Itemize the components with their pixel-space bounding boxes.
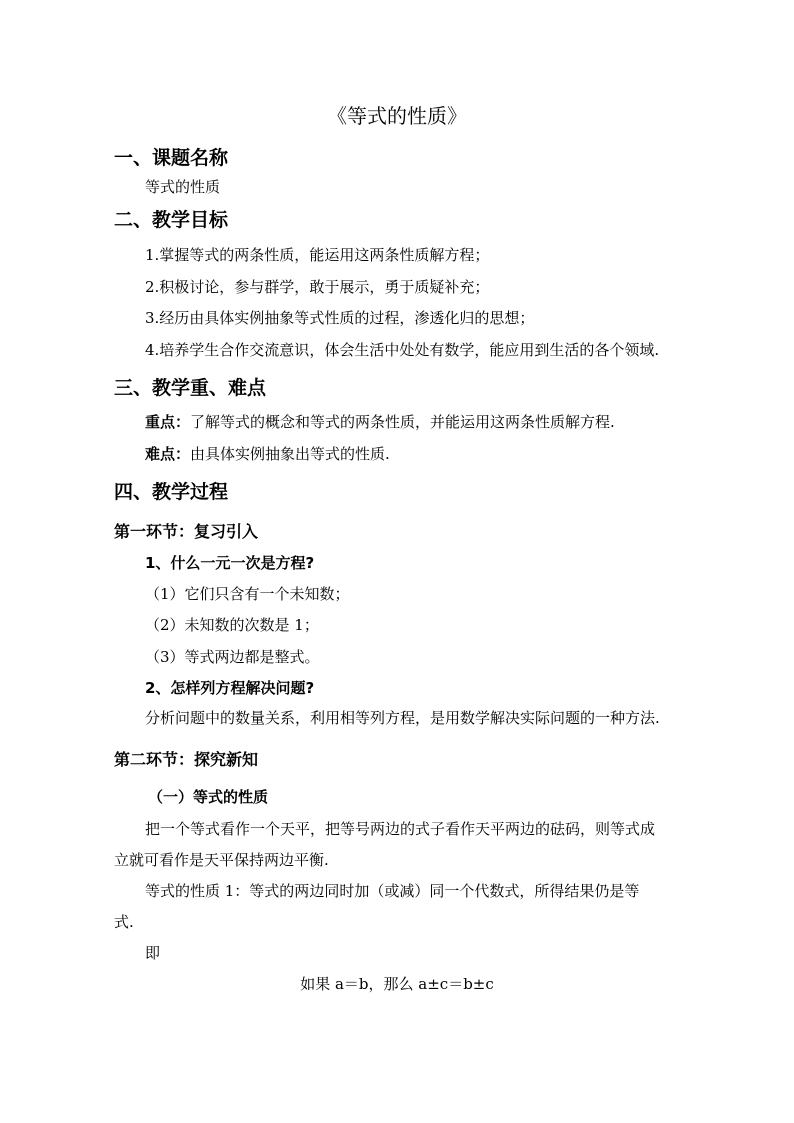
- question-1: 1、什么一元一次是方程?: [145, 554, 315, 572]
- document-title: 《等式的性质》: [327, 104, 467, 128]
- paragraph-line: 等式的性质 1：等式的两边同时加（或减）同一个代数式，所得结果仍是等: [145, 882, 640, 900]
- key-point-text: 了解等式的概念和等式的两条性质，并能运用这两条性质解方程.: [190, 413, 615, 431]
- part-2-heading: 第二环节：探究新知: [114, 750, 259, 769]
- section-4-heading: 四、教学过程: [114, 481, 229, 503]
- section-1-content: 等式的性质: [145, 178, 221, 196]
- question-1-item: （3）等式两边都是整式。: [145, 648, 320, 666]
- objective-item: 3.经历由具体实例抽象等式性质的过程，渗透化归的思想；: [145, 309, 535, 327]
- question-2-answer: 分析问题中的数量关系，利用相等列方程，是用数学解决实际问题的一种方法.: [145, 709, 660, 727]
- difficult-point-text: 由具体实例抽象出等式的性质.: [190, 445, 390, 463]
- question-1-item: （1）它们只含有一个未知数；: [145, 585, 350, 603]
- paragraph-line: 把一个等式看作一个天平，把等号两边的式子看作天平两边的砝码，则等式成: [145, 820, 656, 838]
- section-3-heading: 三、教学重、难点: [114, 377, 267, 399]
- ji-label: 即: [145, 944, 161, 962]
- paragraph-line: 立就可看作是天平保持两边平衡.: [114, 851, 329, 869]
- paragraph-line: 式.: [114, 913, 134, 931]
- key-point-line: [145, 415, 615, 430]
- objective-item: 1.掌握等式的两条性质，能运用这两条性质解方程；: [145, 246, 490, 264]
- part-1-heading: 第一环节：复习引入: [114, 522, 259, 541]
- difficult-point-label: 难点：: [145, 445, 191, 463]
- part-2-subheading: （一）等式的性质: [148, 788, 269, 806]
- section-2-heading: 二、教学目标: [114, 209, 229, 231]
- question-2: 2、怎样列方程解决问题?: [145, 679, 315, 697]
- key-point-label: 重点：: [145, 413, 191, 431]
- objective-item: 4.培养学生合作交流意识，体会生活中处处有数学，能应用到生活的各个领域.: [145, 341, 660, 359]
- formula: 如果 a＝b，那么 a±c＝b±c: [300, 975, 494, 993]
- section-1-heading: 一、课题名称: [114, 147, 229, 169]
- question-1-item: （2）未知数的次数是 1；: [145, 616, 319, 634]
- difficult-point-line: [145, 447, 390, 462]
- objective-item: 2.积极讨论，参与群学，敢于展示，勇于质疑补充；: [145, 278, 490, 296]
